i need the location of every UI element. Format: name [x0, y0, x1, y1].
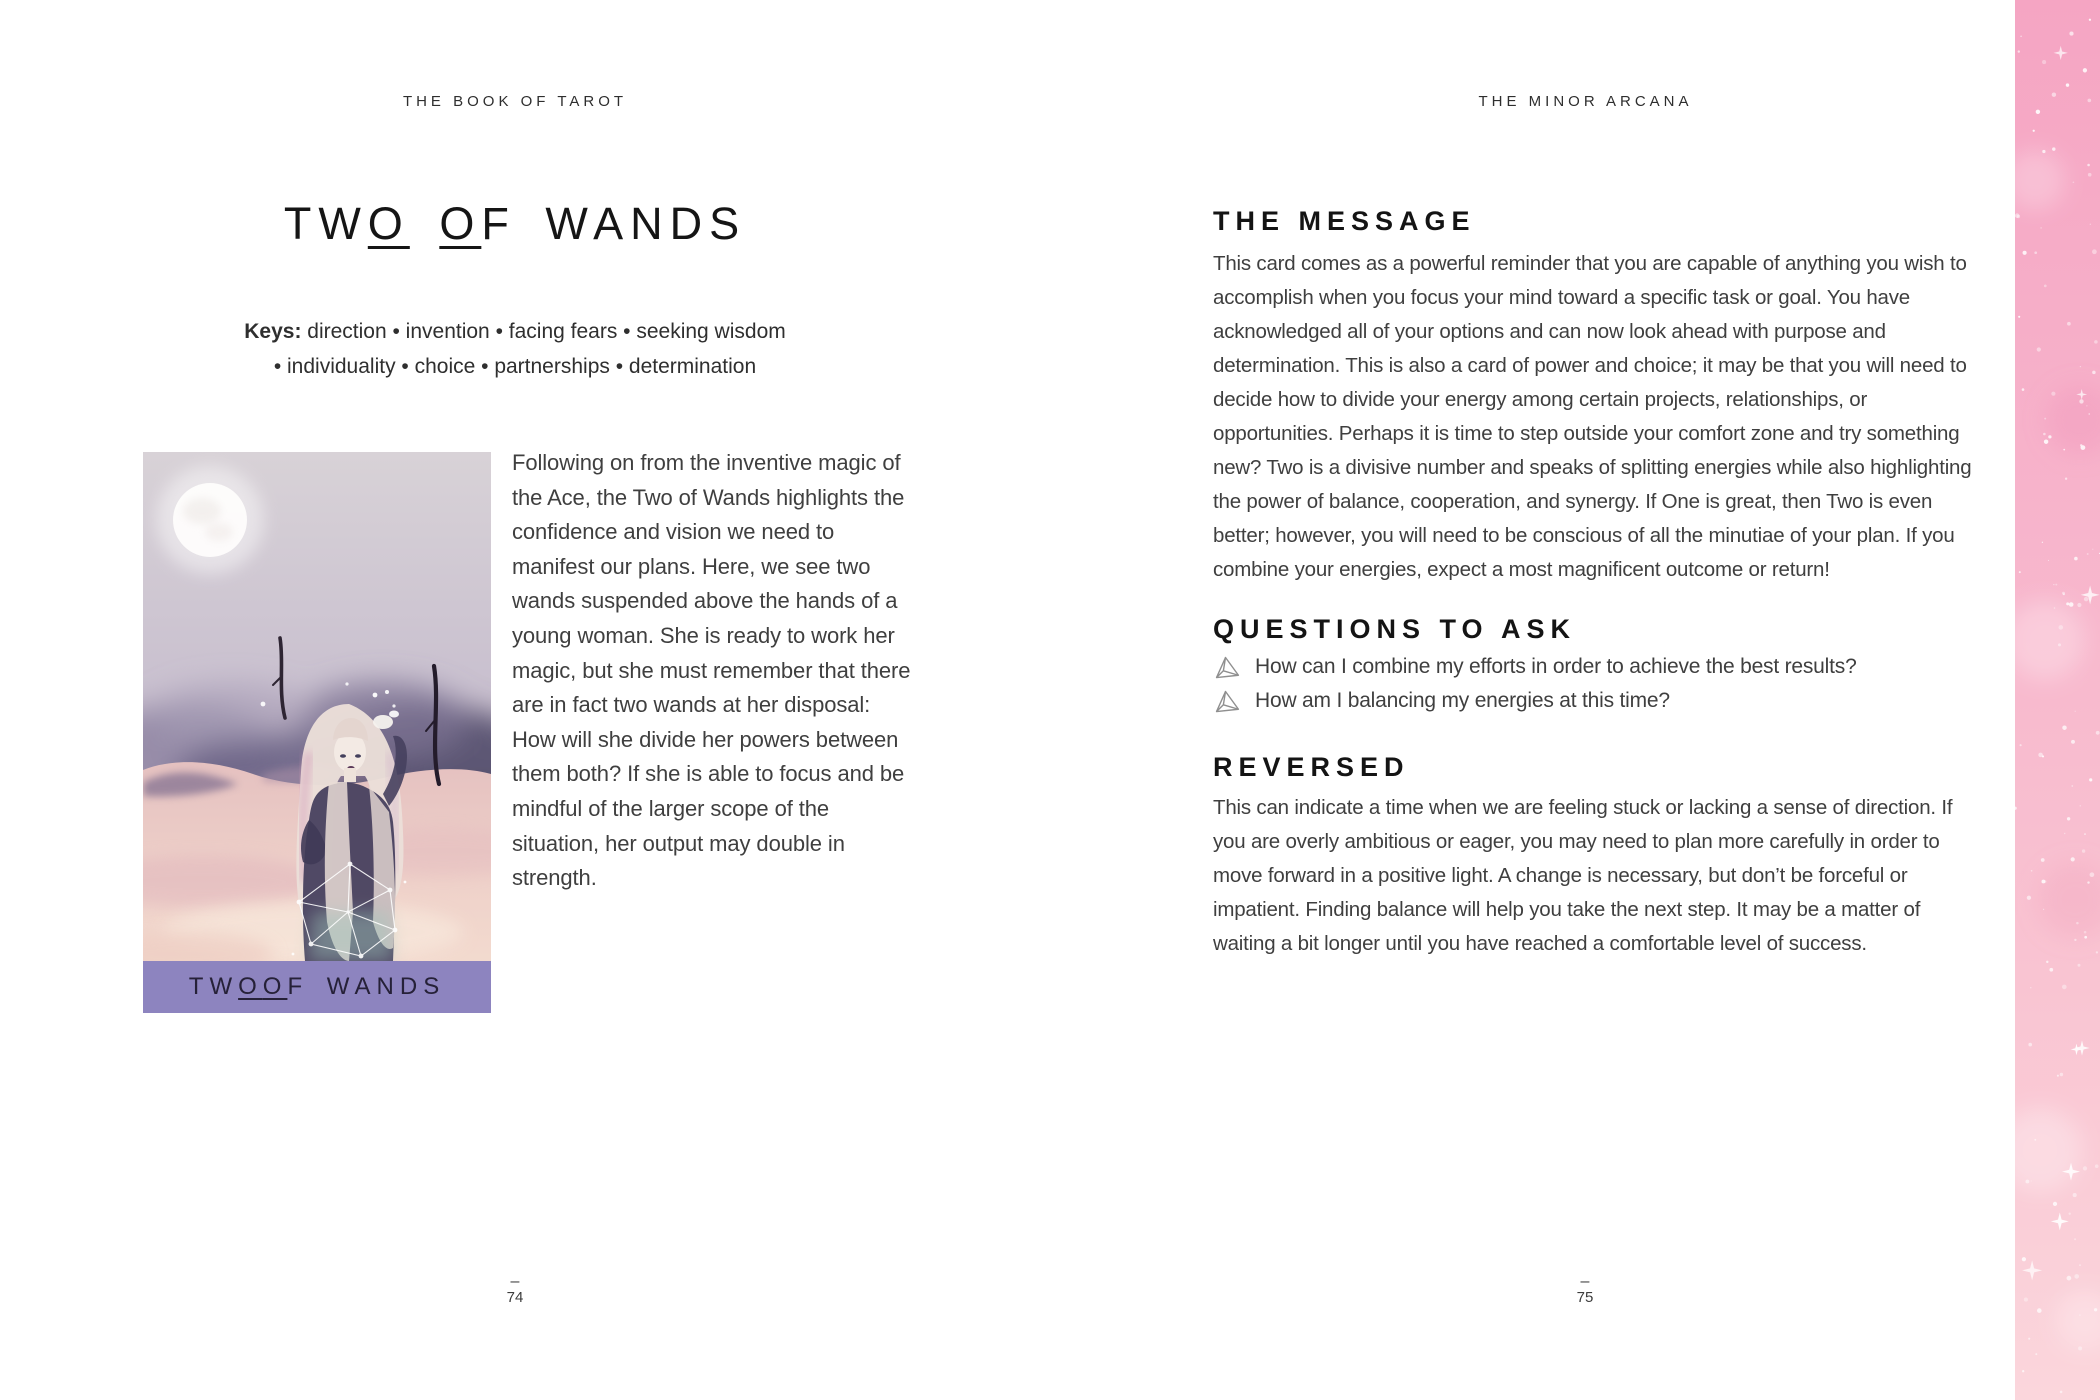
pyramid-triangle-icon [1213, 689, 1240, 714]
keys-label: Keys: [244, 320, 302, 343]
running-head-left: THE BOOK OF TAROT [402, 93, 628, 110]
pyramid-triangle-icon [1213, 655, 1240, 680]
keys-list [75, 314, 955, 384]
question-item [1213, 684, 1857, 718]
page-number-left: 74 [506, 1289, 524, 1306]
moon-icon [156, 466, 264, 574]
pink-sparkle-strip [2015, 0, 2100, 1400]
running-head-right: THE MINOR ARCANA [1478, 93, 1693, 110]
page-folio-left [465, 1273, 565, 1308]
page-number-right: 75 [1576, 1289, 1594, 1306]
card-caption-banner: TW O O F WANDS [143, 961, 491, 1013]
reversed-text: This can indicate a time when we are feeling stuck or lacking a sense of direction. If you are overly ambitious or eager, you may need to plan more carefully in order to move forward in a positive light. A change is necessary, but don’t be forceful or impatient. Finding balance will help you take the next step. It may be a matter of waiting a bit longer until you have reached a comfortable level of success. [1213, 796, 1953, 955]
keys-line-2: • individuality • choice • partnerships • determination [273, 355, 757, 378]
section-heading-reversed: REVERSED [1213, 752, 1410, 782]
page-title: TWO OF WANDS [283, 198, 747, 249]
card-description-text: Following on from the inventive magic of the Ace, the Two of Wands highlights the confidence and vision we need to manifest our plans. Here, we see two wands suspended above the hands of a young woman. She is ready to work her magic, but she must remember that there are in fact two wands at her disposal: How will she divide her powers between them both? If she is able to focus and be mindful of the larger scope of the situation, her output may double in strength. [512, 450, 911, 891]
tarot-card-art [143, 452, 491, 1013]
message-text: This card comes as a powerful reminder that you are capable of anything you wish to accomplish when you focus your mind toward a specific task or goal. You have acknowledged all of your options and can now look ahead with purpose and determination. This is also a card of power and choice; it may be that you will need to decide how to divide your energy among certain projects, relationships, or opportunities. Perhaps it is time to step outside your comfort zone and try something new? Two is a divisive number and speaks of splitting energies while also highlighting the power of balance, cooperation, and synergy. If One is great, then Two is even better; however, you will need to be conscious of all the minutiae of your plan. If you combine your energies, expect a most magnificent outcome or return! [1213, 252, 1972, 581]
tarot-card-image [143, 452, 491, 1013]
sparkle-texture [2015, 0, 2100, 1400]
folio-dash-right: – [1580, 1273, 1590, 1290]
keys-line-1 [75, 314, 955, 349]
question-text: How am I balancing my energies at this time? [1255, 689, 1670, 712]
page-folio-right [1535, 1273, 1635, 1308]
section-heading-questions: QUESTIONS TO ASK [1213, 614, 1577, 644]
questions-list [1213, 650, 1857, 718]
folio-dash-left: – [510, 1273, 520, 1290]
section-heading-message: THE MESSAGE [1213, 206, 1476, 236]
question-text: How can I combine my efforts in order to achieve the best results? [1255, 655, 1857, 678]
question-item [1213, 650, 1857, 684]
keys-line1-text: direction • invention • facing fears • seeking wisdom [307, 320, 786, 343]
